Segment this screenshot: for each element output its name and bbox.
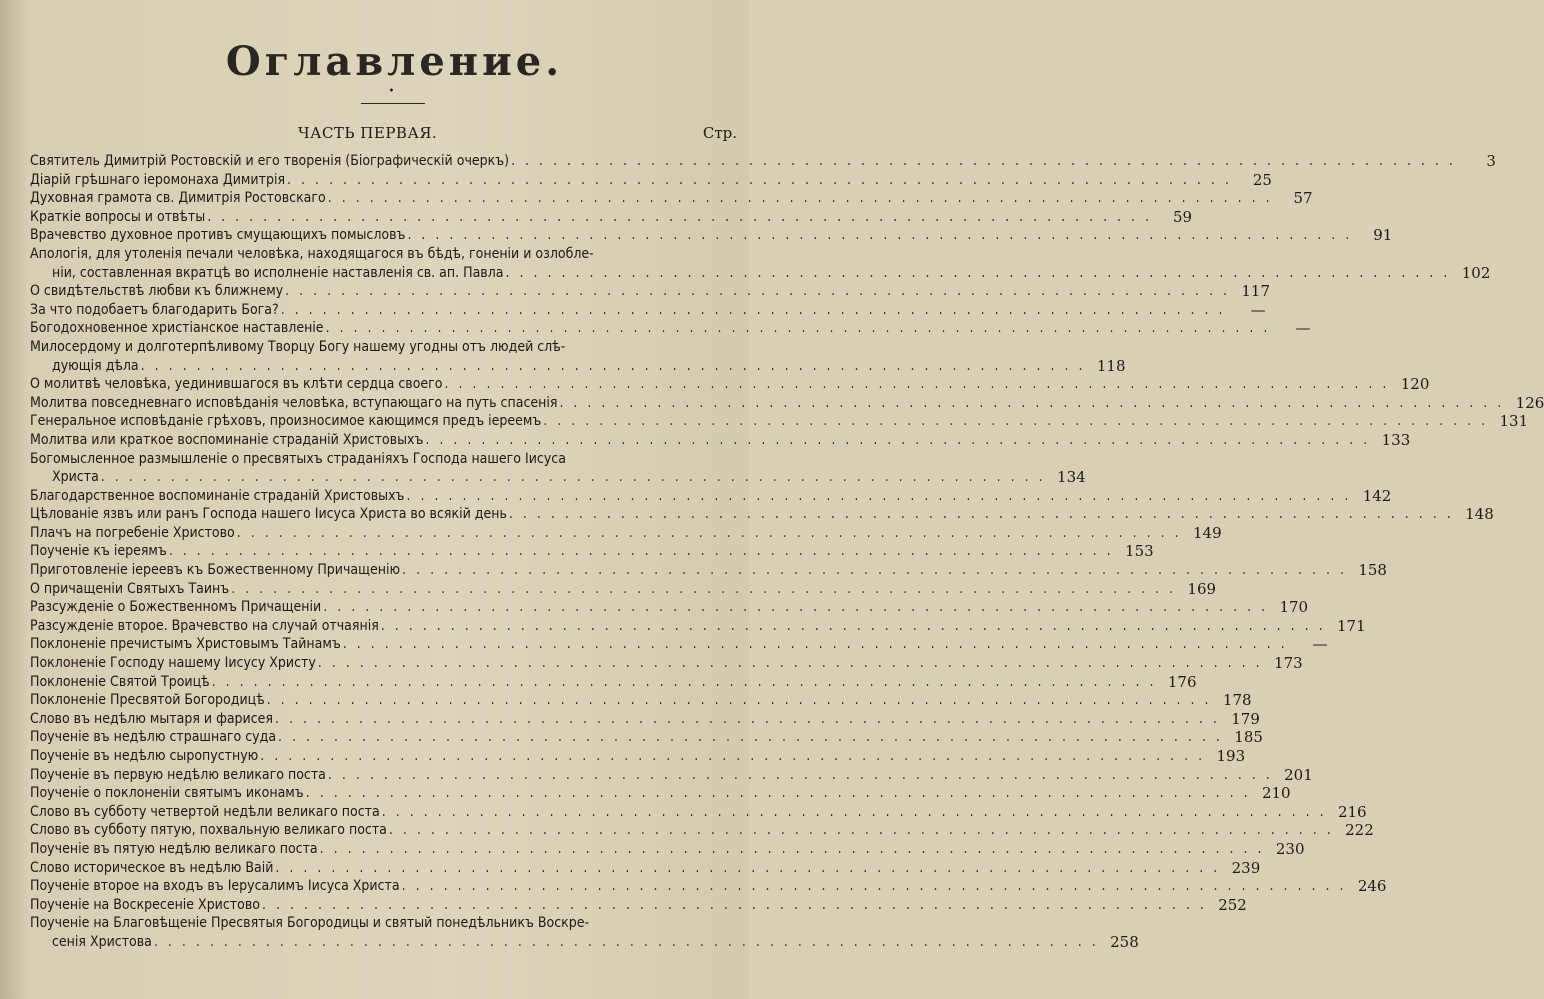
toc-entry-page: 134 — [1057, 468, 1086, 487]
toc-entry-title: Поклоненіе Господу нашему Іисусу Христу — [30, 655, 316, 672]
toc-entry-title: О молитвѣ человѣка, уединившагося въ клѣти сердца своего — [30, 376, 443, 393]
toc-entry — [30, 245, 1491, 282]
title-divider — [361, 103, 425, 104]
dot-leader: . . . . . . . . . . . . . . . . . . . . . . . . . . . . . . . . . . . . . . . . . . . . . . . . . . . . . . . . . . . . . . . . . . . . — [406, 487, 1352, 504]
dot-leader: . . . . . . . . . . . . . . . . . . . . . . . . . . . . . . . . . . . . . . . . . . . . . . . . . . . . . . . . . . . . . . . . . . . . — [275, 710, 1220, 727]
toc-entry-title: Апологія, для утоленія печали человѣка, находящагося въ бѣдѣ, гоненіи и озлобле- — [30, 245, 594, 262]
title-ornament: • — [388, 86, 395, 97]
toc-entry-page: 210 — [1261, 784, 1291, 803]
dot-leader: . . . . . . . . . . . . . . . . . . . . . . . . . . . . . . . . . . . . . . . . . . . . . . . . . . . . . . . . . . . . . . . . . . . . — [207, 208, 1153, 225]
toc-entry-page: 91 — [1373, 226, 1393, 245]
toc-entry-page: 179 — [1231, 709, 1260, 728]
toc-entry — [30, 914, 1139, 951]
toc-entry-title: Духовная грамота св. Димитрія Ростовскаго — [30, 190, 326, 207]
toc-entry-page: 246 — [1357, 877, 1387, 896]
toc-entry-title: Поученіе къ іереямъ — [30, 543, 167, 560]
toc-entry-page: 3 — [1486, 152, 1496, 170]
toc-entry — [30, 170, 1272, 190]
toc-entry-page: 178 — [1222, 691, 1252, 710]
toc-entry — [30, 412, 1529, 431]
toc-entry-title: Поклоненіе Пресвятой Богородицѣ — [30, 692, 265, 709]
dot-leader: . . . . . . . . . . . . . . . . . . . . . . . . . . . . . . . . . . . . . . . . . . . . . . . . . . . . . . . . . . . . . . . . . . . . — [425, 431, 1371, 448]
toc-entry — [30, 877, 1387, 896]
toc-entry-page: 216 — [1337, 802, 1367, 821]
table-of-contents — [30, 152, 1544, 952]
toc-entry — [30, 300, 1266, 320]
dot-leader: . . . . . . . . . . . . . . . . . . . . . . . . . . . . . . . . . . . . . . . . . . . . . . . . . . . . . . . . . . . . . . . . . . . . — [325, 320, 1271, 337]
toc-entry-title: Поученіе на Воскресеніе Христово — [30, 896, 260, 913]
toc-entry-title: Цѣлованіе язвъ или ранъ Господа нашего Іисуса Христа во всякій день — [30, 506, 507, 523]
page-title: Оглавление. — [225, 38, 564, 85]
dot-leader: . . . . . . . . . . . . . . . . . . . . . . . . . . . . . . . . . . . . . . . . . . . . . . . . . . . . . . . . . . . . . . . . . . . . — [168, 543, 1114, 560]
toc-entry — [30, 505, 1494, 524]
toc-entry — [30, 282, 1271, 301]
part-heading-row — [30, 124, 739, 146]
dot-leader: . . . . . . . . . . . . . . . . . . . . . . . . . . . . . . . . . . . . . . . . . . . . . . . . . . . . . . . . . . . . . . . . . . . . — [153, 933, 1099, 950]
toc-entry-page: — — [1295, 319, 1311, 338]
dot-leader: . . . . . . . . . . . . . . . . . . . . . . . . . . . . . . . . . . . . . . . . . . . . . . . . . . . . . . . . . . . . . . . . . . . . — [401, 878, 1347, 895]
toc-entry-title: Слово въ субботу пятую, похвальную великаго поста — [30, 822, 387, 839]
toc-entry — [30, 802, 1367, 822]
toc-entry-title: Поученіе второе на входъ въ Іерусалимъ Іисуса Христа — [30, 878, 400, 895]
toc-entry-title: Богомысленное размышленіе о пресвятыхъ страданіяхъ Господа нашего Іисуса — [30, 450, 566, 467]
dot-leader: . . . . . . . . . . . . . . . . . . . . . . . . . . . . . . . . . . . . . . . . . . . . . . . . . . . . . . . . . . . . . . . . . . . . — [261, 896, 1207, 913]
dot-leader: . . . . . . . . . . . . . . . . . . . . . . . . . . . . . . . . . . . . . . . . . . . . . . . . . . . . . . . . . . . . . . . . . . . . — [508, 506, 1454, 523]
toc-entry-page: 126 — [1515, 393, 1544, 412]
toc-entry-title-continuation: ніи, составленная вкратцѣ во исполненіе наставленія св. ап. Павла — [52, 264, 504, 281]
dot-leader: . . . . . . . . . . . . . . . . . . . . . . . . . . . . . . . . . . . . . . . . . . . . . . . . . . . . . . . . . . . . . . . . . . . . — [231, 580, 1177, 597]
toc-entry-title: Поученіе въ недѣлю страшнаго суда — [30, 729, 277, 746]
toc-entry-title: Молитва или краткое воспоминаніе страданій Христовыхъ — [30, 431, 424, 448]
toc-entry — [30, 784, 1291, 803]
toc-entry-title: Разсужденіе о Божественномъ Причащеніи — [30, 599, 322, 616]
toc-entry-title: Генеральное исповѣданіе грѣховъ, произносимое кающимся предъ іереемъ — [30, 413, 542, 430]
toc-entry-page: 170 — [1279, 598, 1309, 617]
dot-leader: . . . . . . . . . . . . . . . . . . . . . . . . . . . . . . . . . . . . . . . . . . . . . . . . . . . . . . . . . . . . . . . . . . . . — [505, 264, 1451, 281]
toc-entry-page: 131 — [1499, 412, 1529, 431]
toc-entry-title: Плачъ на погребеніе Христово — [30, 524, 235, 541]
toc-entry-title: О свидѣтельствѣ любви къ ближнему — [30, 283, 284, 300]
toc-entry-page: — — [1312, 635, 1328, 654]
dot-leader: . . . . . . . . . . . . . . . . . . . . . . . . . . . . . . . . . . . . . . . . . . . . . . . . . . . . . . . . . . . . . . . . . . . . — [543, 413, 1489, 430]
dot-leader: . . . . . . . . . . . . . . . . . . . . . . . . . . . . . . . . . . . . . . . . . . . . . . . . . . . . . . . . . . . . . . . . . . . . — [327, 766, 1273, 783]
dot-leader: . . . . . . . . . . . . . . . . . . . . . . . . . . . . . . . . . . . . . . . . . . . . . . . . . . . . . . . . . . . . . . . . . . . . — [402, 562, 1347, 579]
dot-leader: . . . . . . . . . . . . . . . . . . . . . . . . . . . . . . . . . . . . . . . . . . . . . . . . . . . . . . . . . . . . . . . . . . . . — [319, 840, 1265, 857]
toc-entry — [30, 839, 1305, 859]
dot-leader: . . . . . . . . . . . . . . . . . . . . . . . . . . . . . . . . . . . . . . . . . . . . . . . . . . . . . . . . . . . . . . . . . . . . — [236, 524, 1182, 541]
toc-entry-title: Приготовленіе іереевъ къ Божественному Причащенію — [30, 562, 401, 579]
toc-entry-page: 173 — [1274, 654, 1303, 673]
toc-entry — [30, 319, 1311, 338]
toc-entry-page: 185 — [1234, 728, 1263, 747]
toc-entry-title: Діарій грѣшнаго іеромонаха Димитрія — [30, 171, 286, 188]
toc-entry — [30, 430, 1411, 450]
dot-leader: . . . . . . . . . . . . . . . . . . . . . . . . . . . . . . . . . . . . . . . . . . . . . . . . . . . . . . . . . . . . . . . . . . . . — [275, 859, 1221, 876]
dot-leader: . . . . . . . . . . . . . . . . . . . . . . . . . . . . . . . . . . . . . . . . . . . . . . . . . . . . . . . . . . . . . . . . . . . . — [511, 153, 1456, 169]
toc-entry-title: Краткіе вопросы и отвѣты — [30, 208, 206, 225]
toc-entry-title: Поклоненіе Святой Троицѣ — [30, 673, 210, 690]
toc-entry-title: Слово въ недѣлю мытаря и фарисея — [30, 710, 273, 727]
toc-entry-page: 25 — [1252, 170, 1272, 189]
toc-entry — [30, 375, 1430, 394]
dot-leader: . . . . . . . . . . . . . . . . . . . . . . . . . . . . . . . . . . . . . . . . . . . . . . . . . . . . . . . . . . . . . . . . . . . . — [388, 822, 1334, 839]
toc-entry-page: 258 — [1110, 932, 1139, 951]
toc-entry — [30, 450, 1086, 487]
toc-entry — [30, 691, 1252, 710]
dot-leader: . . . . . . . . . . . . . . . . . . . . . . . . . . . . . . . . . . . . . . . . . . . . . . . . . . . . . . . . . . . . . . . . . . . . — [305, 785, 1251, 802]
toc-entry-title: Поученіе въ недѣлю сыропустную — [30, 748, 259, 764]
toc-entry — [30, 821, 1374, 840]
toc-entry-page: 201 — [1284, 765, 1313, 784]
dot-leader: . . . . . . . . . . . . . . . . . . . . . . . . . . . . . . . . . . . . . . . . . . . . . . . . . . . . . . . . . . . . . . . . . . . . — [342, 636, 1288, 653]
toc-entry — [30, 895, 1247, 915]
page-column-label: Стр. — [702, 124, 737, 142]
dot-leader: . . . . . . . . . . . . . . . . . . . . . . . . . . . . . . . . . . . . . . . . . . . . . . . . . . . . . . . . . . . . . . . . . . . . — [317, 655, 1263, 672]
toc-entry-page: 222 — [1345, 821, 1374, 840]
toc-entry — [30, 542, 1154, 561]
toc-entry-page: 176 — [1167, 672, 1197, 691]
toc-entry-page: 193 — [1216, 747, 1246, 765]
dot-leader: . . . . . . . . . . . . . . . . . . . . . . . . . . . . . . . . . . . . . . . . . . . . . . . . . . . . . . . . . . . . . . . . . . . . — [278, 729, 1223, 746]
toc-entry-page: 118 — [1096, 356, 1126, 375]
toc-entry-page: 171 — [1337, 616, 1366, 635]
toc-entry — [30, 598, 1309, 617]
toc-entry-page: 239 — [1231, 858, 1261, 877]
toc-entry — [30, 189, 1313, 208]
dot-leader: . . . . . . . . . . . . . . . . . . . . . . . . . . . . . . . . . . . . . . . . . . . . . . . . . . . . . . . . . . . . . . . . . . . . — [407, 227, 1353, 244]
dot-leader: . . . . . . . . . . . . . . . . . . . . . . . . . . . . . . . . . . . . . . . . . . . . . . . . . . . . . . . . . . . . . . . . . . . . — [444, 376, 1390, 393]
toc-entry — [30, 523, 1222, 543]
toc-entry-continuation-row — [30, 932, 1139, 952]
part-heading: ЧАСТЬ ПЕРВАЯ. — [298, 124, 438, 142]
toc-entry-title: Милосердому и долготерпѣливому Творцу Богу нашему угодны отъ людей слѣ- — [30, 338, 566, 355]
dot-leader: . . . . . . . . . . . . . . . . . . . . . . . . . . . . . . . . . . . . . . . . . . . . . . . . . . . . . . . . . . . . . . . . . . . . — [211, 673, 1157, 690]
toc-entry — [30, 672, 1197, 692]
toc-entry-continuation-row — [30, 263, 1491, 283]
toc-entry-page: 149 — [1193, 523, 1222, 542]
toc-entry — [30, 393, 1544, 413]
toc-entry-page: 133 — [1381, 430, 1411, 449]
toc-entry-title-continuation: сенія Христова — [52, 933, 152, 950]
toc-entry — [30, 635, 1328, 654]
toc-entry-title: Слово историческое въ недѣлю Ваій — [30, 859, 274, 876]
toc-entry — [30, 152, 1496, 171]
toc-entry — [30, 709, 1260, 729]
toc-entry — [30, 338, 1126, 375]
toc-entry-title: Богодохновенное христіанское наставленіе — [30, 320, 324, 337]
dot-leader: . . . . . . . . . . . . . . . . . . . . . . . . . . . . . . . . . . . . . . . . . . . . . . . . . . . . . . . . . . . . . . . . . . . . — [287, 171, 1232, 188]
dot-leader: . . . . . . . . . . . . . . . . . . . . . . . . . . . . . . . . . . . . . . . . . . . . . . . . . . . . . . . . . . . . . . . . . . . . — [327, 190, 1273, 207]
toc-entry-page: 252 — [1218, 895, 1247, 914]
dot-leader: . . . . . . . . . . . . . . . . . . . . . . . . . . . . . . . . . . . . . . . . . . . . . . . . . . . . . . . . . . . . . . . . . . . . — [260, 748, 1206, 764]
dot-leader: . . . . . . . . . . . . . . . . . . . . . . . . . . . . . . . . . . . . . . . . . . . . . . . . . . . . . . . . . . . . . . . . . . . . — [285, 283, 1231, 300]
toc-entry — [30, 579, 1217, 599]
dot-leader: . . . . . . . . . . . . . . . . . . . . . . . . . . . . . . . . . . . . . . . . . . . . . . . . . . . . . . . . . . . . . . . . . . . . — [381, 803, 1327, 820]
toc-entry — [30, 561, 1387, 580]
toc-entry-page: 102 — [1461, 263, 1491, 282]
toc-entry — [30, 654, 1303, 673]
toc-entry-title: Поклоненіе пречистымъ Христовымъ Тайнамъ — [30, 636, 341, 653]
dot-leader: . . . . . . . . . . . . . . . . . . . . . . . . . . . . . . . . . . . . . . . . . . . . . . . . . . . . . . . . . . . . . . . . . . . . — [380, 617, 1326, 634]
toc-entry-title: Святитель Димитрій Ростовскій и его творенія (Біографическій очеркъ) — [30, 153, 510, 169]
toc-entry-page: 230 — [1275, 839, 1305, 858]
toc-entry-title: Поученіе въ пятую недѣлю великаго поста — [30, 840, 318, 857]
toc-entry-page: 142 — [1362, 486, 1392, 505]
toc-entry-page: 120 — [1400, 375, 1430, 394]
toc-entry-page: — — [1250, 300, 1266, 319]
toc-entry-title: Благодарственное воспоминаніе страданій Христовыхъ — [30, 487, 405, 504]
toc-entry — [30, 207, 1193, 227]
dot-leader: . . . . . . . . . . . . . . . . . . . . . . . . . . . . . . . . . . . . . . . . . . . . . . . . . . . . . . . . . . . . . . . . . . . . — [323, 599, 1269, 616]
toc-entry-title: За что подобаетъ благодарить Бога? — [30, 301, 279, 318]
toc-entry-title: Врачевство духовное противъ смущающихъ помысловъ — [30, 227, 406, 244]
toc-entry-title: Поученіе на Благовѣщеніе Пресвятыя Богородицы и святый понедѣльникъ Воскре- — [30, 915, 590, 932]
toc-entry — [30, 765, 1313, 785]
toc-entry-title: Слово въ субботу четвертой недѣли великаго поста — [30, 803, 380, 820]
toc-entry-title-continuation: Христа — [52, 469, 99, 486]
toc-entry-title-continuation: дующія дѣла — [52, 357, 139, 374]
dot-leader: . . . . . . . . . . . . . . . . . . . . . . . . . . . . . . . . . . . . . . . . . . . . . . . . . . . . . . . . . . . . . . . . . . . . — [266, 692, 1212, 709]
toc-entry-title: Поученіе въ первую недѣлю великаго поста — [30, 766, 326, 783]
toc-entry-page: 117 — [1241, 282, 1271, 301]
toc-entry-title: Поученіе о поклоненіи святымъ иконамъ — [30, 785, 304, 802]
toc-entry-page: 158 — [1358, 561, 1387, 580]
dot-leader: . . . . . . . . . . . . . . . . . . . . . . . . . . . . . . . . . . . . . . . . . . . . . . . . . . . . . . . . . . . . . . . . . . . . — [140, 357, 1086, 374]
toc-entry-page: 59 — [1172, 207, 1193, 226]
toc-entry-page: 153 — [1125, 542, 1154, 561]
dot-leader: . . . . . . . . . . . . . . . . . . . . . . . . . . . . . . . . . . . . . . . . . . . . . . . . . . . . . . . . . . . . . . . . . . . . — [559, 394, 1505, 411]
toc-entry — [30, 616, 1366, 636]
dot-leader: . . . . . . . . . . . . . . . . . . . . . . . . . . . . . . . . . . . . . . . . . . . . . . . . . . . . . . . . . . . . . . . . . . . . — [280, 301, 1226, 318]
toc-entry-continuation-row — [30, 356, 1126, 376]
toc-entry — [30, 747, 1246, 766]
toc-entry-page: 57 — [1293, 189, 1313, 208]
toc-entry — [30, 486, 1392, 506]
toc-entry — [30, 728, 1263, 747]
toc-entry-title: Разсужденіе второе. Врачевство на случай отчаянія — [30, 617, 379, 634]
toc-entry-page: 148 — [1465, 505, 1494, 524]
toc-entry-title: Молитва повседневнаго исповѣданія человѣка, вступающаго на путь спасенія — [30, 394, 558, 411]
toc-entry — [30, 226, 1393, 245]
dot-leader: . . . . . . . . . . . . . . . . . . . . . . . . . . . . . . . . . . . . . . . . . . . . . . . . . . . . . . . . . . . . . . . . . . . . — [100, 469, 1046, 486]
toc-entry-continuation-row — [30, 468, 1086, 487]
toc-entry — [30, 858, 1261, 878]
toc-entry-title: О причащеніи Святыхъ Таинъ — [30, 580, 230, 597]
toc-entry-page: 169 — [1187, 579, 1217, 598]
